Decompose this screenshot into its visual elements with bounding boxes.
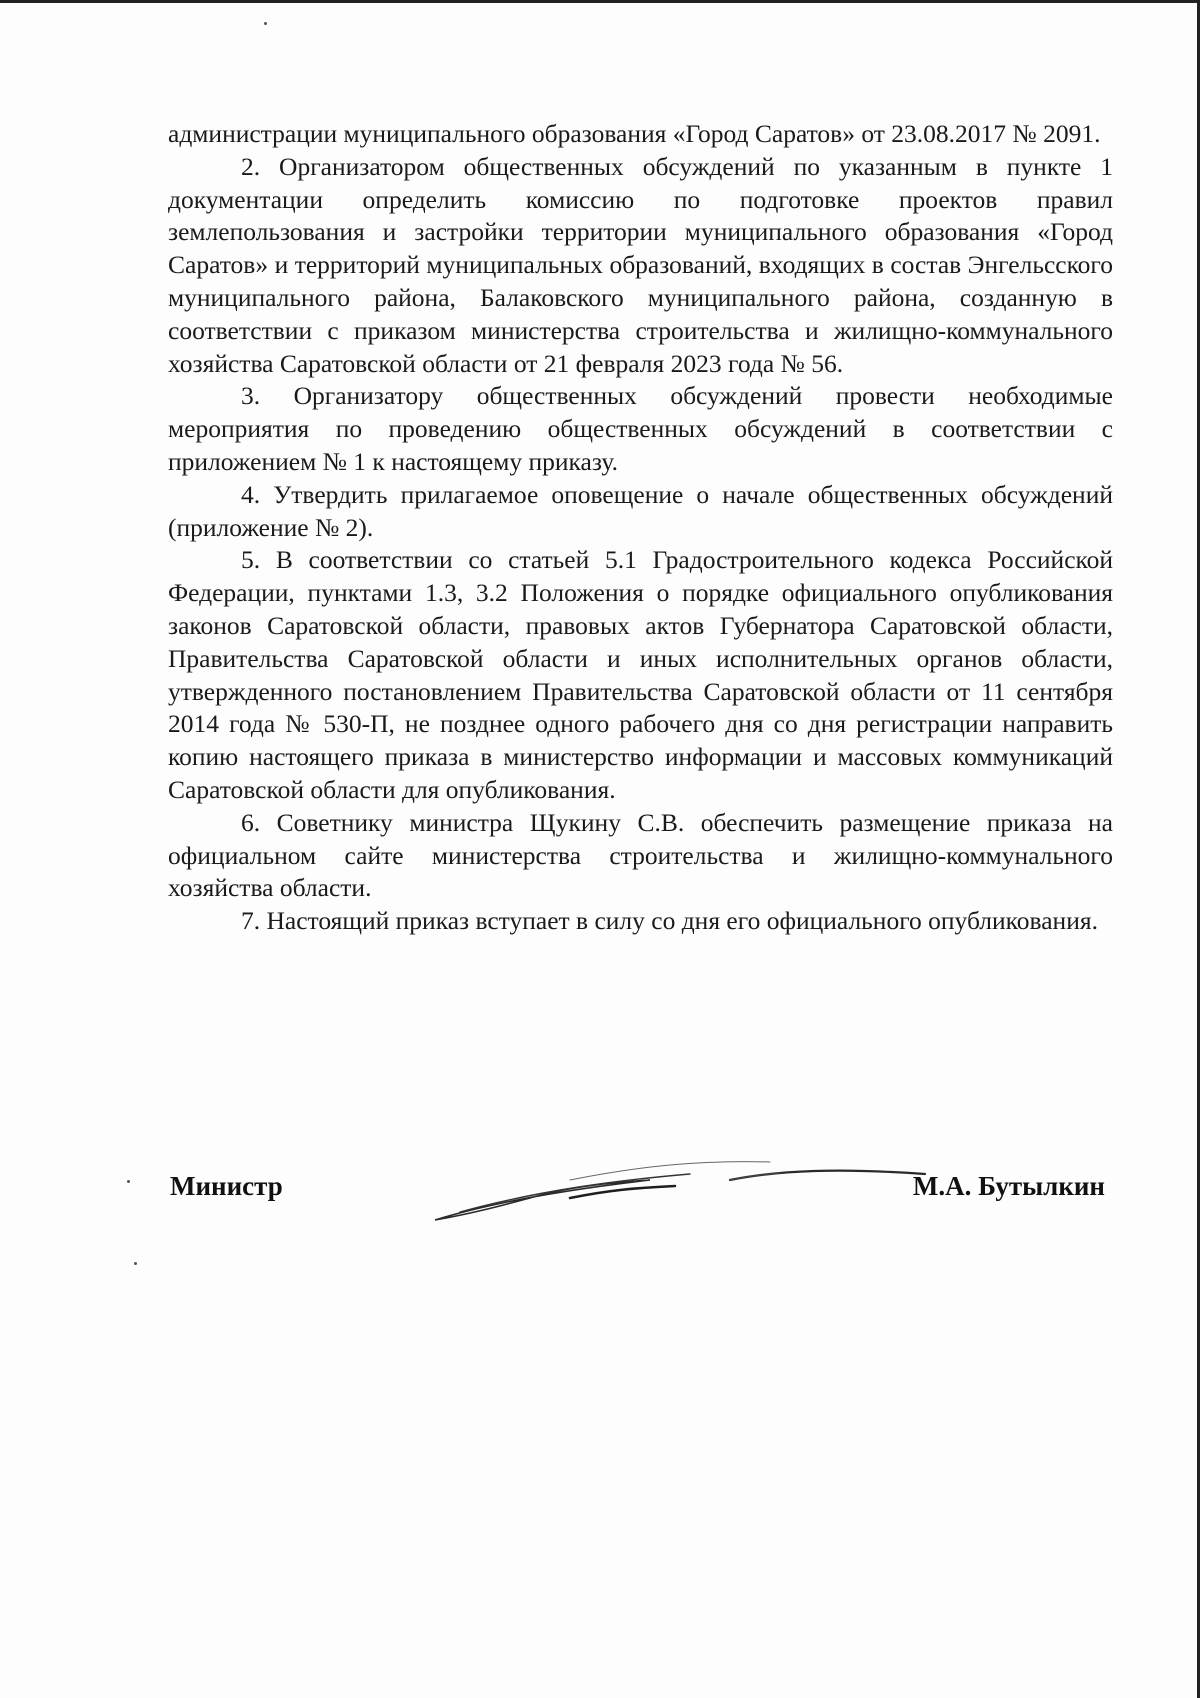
intro-paragraph: администрации муниципального образования «Город Саратов» от 23.08.2017 № 2091. (168, 119, 1101, 148)
item-paragraph-2: 2. Организатором общественных обсуждений по указанным в пункте 1 документации определить комиссию по подготовке проектов правил землепользования и застройки территории муниципального образования «Город Саратов» и территорий муниципальных образований, входящих в состав Энгельсского муниципального района, Балаковского муниципального района, созданную в соответствии с приказом министерства строительства и жилищно-коммунального хозяйства Саратовской области от 21 февраля 2023 года № 56. (168, 151, 1113, 378)
signer-position: Министр (170, 1171, 283, 1201)
scan-speck (264, 22, 267, 25)
item-paragraph-5: 5. В соответствии со статьей 5.1 Градостроительного кодекса Российской Федерации, пунктами 1.3, 3.2 Положения о порядке официального опубликования законов Саратовской области, правовых актов Губернатора Саратовской области, Правительства Саратовской области и иных исполнительных органов области, утвержденного постановлением Правительства Саратовской области от 11 сентября 2014 года № 530-П, не позднее одного рабочего дня со дня регистрации направить копию настоящего приказа в министерство информации и массовых коммуникаций Саратовской области для опубликования. (168, 545, 1113, 804)
item-paragraph-4: 4. Утвердить прилагаемое оповещение о начале общественных обсуждений (приложение № 2). (168, 479, 1113, 542)
document-body (168, 118, 1113, 938)
item-paragraph-7: 7. Настоящий приказ вступает в силу со дня его официального опубликования. (241, 906, 1098, 936)
signer-name: М.А. Бутылкин (912, 1171, 1105, 1201)
signature-block (168, 1165, 1105, 1225)
item-paragraph-3: 3. Организатору общественных обсуждений провести необходимые мероприятия по проведению общественных обсуждений в соответствии с приложением № 1 к настоящему приказу. (168, 381, 1113, 476)
scan-edge-top (0, 0, 1200, 3)
item-paragraph-6: 6. Советнику министра Щукину С.В. обеспечить размещение приказа на официальном сайте министерства строительства и жилищно-коммунального хозяйства области. (168, 807, 1113, 903)
scan-speck (134, 1262, 137, 1265)
scan-speck (127, 1180, 130, 1183)
